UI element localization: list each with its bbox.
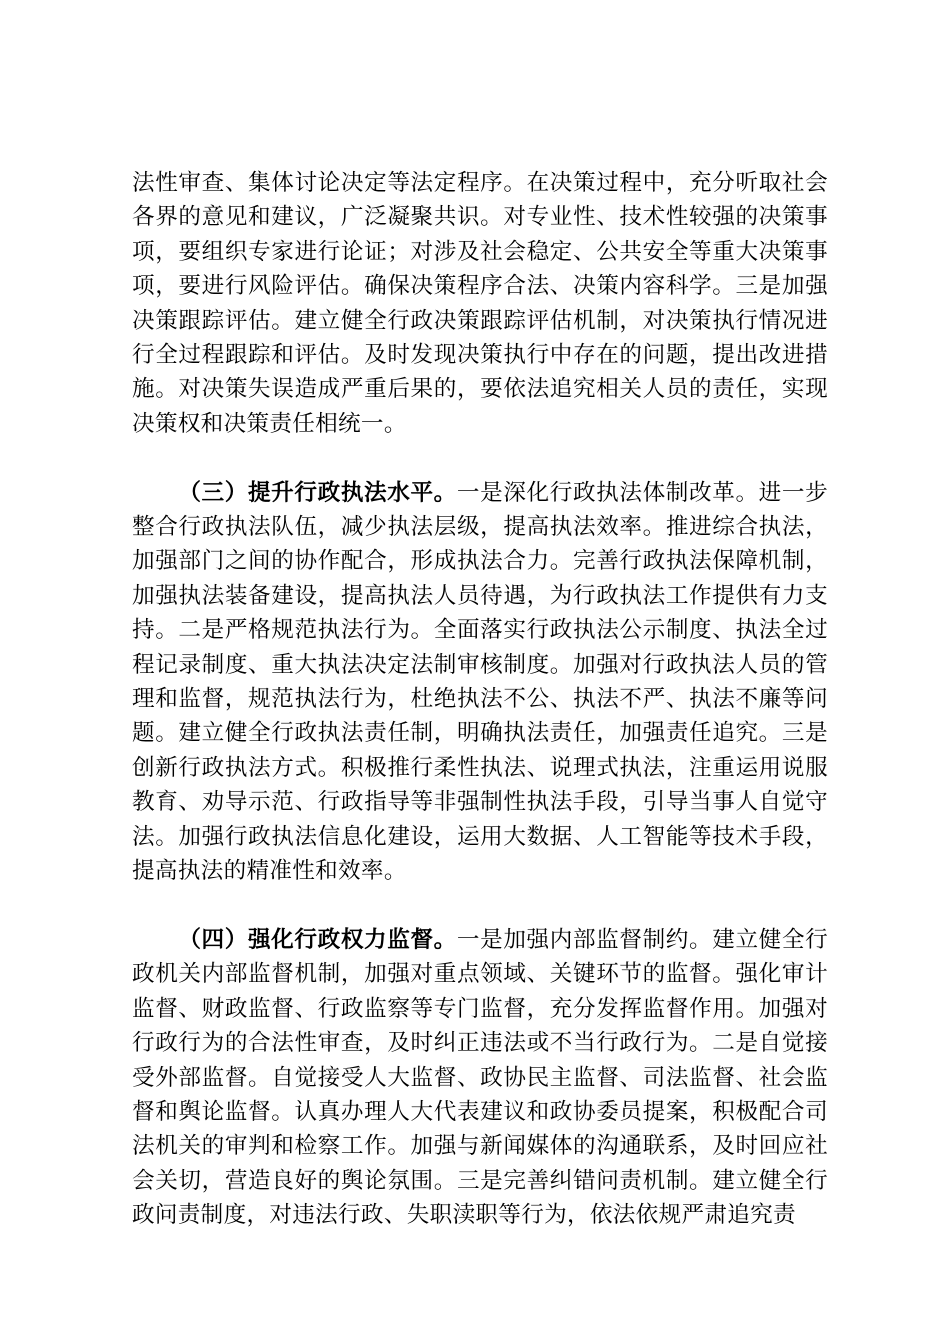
- section-heading-four: （四）强化行政权力监督。: [178, 926, 457, 953]
- paragraph-body-text: 一是深化行政执法体制改革。进一步整合行政执法队伍，减少执法层级，提高执法效率。推进综合执法，加强部门之间的协作配合，形成执法合力。完善行政执法保障机制，加强执法装备建设，提高执法人员待遇，为行政执法工作提供有力支持。二是严格规范执法行为。全面落实行政执法公示制度、执法全过程记录制度、重大执法决定法制审核制度。加强对行政执法人员的管理和监督，规范执法行为，杜绝执法不公、执法不严、执法不廉等问题。建立健全行政执法责任制，明确执法责任，加强责任追究。三是创新行政执法方式。积极推行柔性执法、说理式执法，注重运用说服教育、劝导示范、行政指导等非强制性执法手段，引导当事人自觉守法。加强行政执法信息化建设，运用大数据、人工智能等技术手段，提高执法的精准性和效率。: [132, 479, 828, 885]
- section-heading-three: （三）提升行政执法水平。: [178, 479, 457, 506]
- paragraph-body-text: 一是加强内部监督制约。建立健全行政机关内部监督机制，加强对重点领域、关键环节的监督。强化审计监督、财政监督、行政监察等专门监督，充分发挥监督作用。加强对行政行为的合法性审查，及时纠正违法或不当行政行为。二是自觉接受外部监督。自觉接受人大监督、政协民主监督、司法监督、社会监督和舆论监督。认真办理人大代表建议和政协委员提案，积极配合司法机关的审判和检察工作。加强与新闻媒体的沟通联系，及时回应社会关切，营造良好的舆论氛围。三是完善纠错问责机制。建立健全行政问责制度，对违法行政、失职渎职等行为，依法依规严肃追究责: [132, 926, 828, 1229]
- paragraph-continuation: [132, 166, 828, 441]
- paragraph-section-four: [132, 923, 828, 1233]
- paragraph-section-three: [132, 476, 828, 889]
- document-body: [132, 166, 828, 1233]
- paragraph-body-text: 法性审查、集体讨论决定等法定程序。在决策过程中，充分听取社会各界的意见和建议，广泛凝聚共识。对专业性、技术性较强的决策事项，要组织专家进行论证；对涉及社会稳定、公共安全等重大决策事项，要进行风险评估。确保决策程序合法、决策内容科学。三是加强决策跟踪评估。建立健全行政决策跟踪评估机制，对决策执行情况进行全过程跟踪和评估。及时发现决策执行中存在的问题，提出改进措施。对决策失误造成严重后果的，要依法追究相关人员的责任，实现决策权和决策责任相统一。: [132, 170, 828, 437]
